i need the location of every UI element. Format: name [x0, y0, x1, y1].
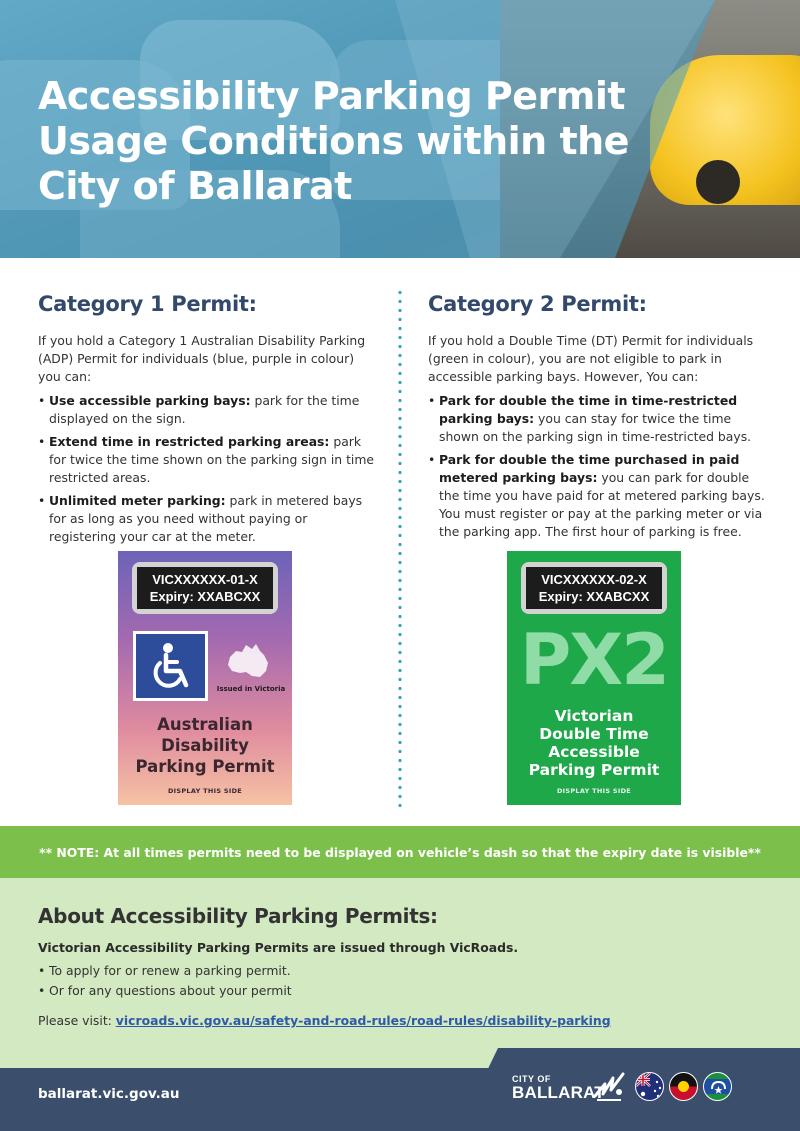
- category-1-list: [38, 392, 378, 546]
- category-1-intro: If you hold a Category 1 Australian Disability Parking (ADP) Permit for individuals (blue, purple in colour) you can:: [38, 333, 366, 384]
- permit-id-box: [521, 562, 667, 614]
- permit-id: VICXXXXXX-01-X: [152, 572, 258, 587]
- category-1-heading: Category 1 Permit:: [38, 292, 257, 316]
- wheelchair-icon: [133, 631, 208, 701]
- list-item: • To apply for or renew a parking permit.: [38, 961, 758, 981]
- category-2-section: [428, 292, 768, 546]
- page-title: Accessibility Parking Permit Usage Conditions within the City of Ballarat: [38, 74, 629, 208]
- list-item: • Unlimited meter parking: park in metered bays for as long as you need without paying or registering your car at the meter.: [38, 492, 378, 546]
- torres-strait-islander-flag-icon: [703, 1072, 732, 1101]
- logo-big-text: BALLARAT: [512, 1083, 605, 1102]
- px2-permit-card: [507, 551, 681, 805]
- px2-permit-title: Victorian Double Time Accessible Parking Permit: [528, 707, 660, 779]
- visit-label: Please visit:: [38, 1013, 116, 1028]
- note-text: ** NOTE: At all times permits need to be displayed on vehicle’s dash so that the expiry date is visible**: [39, 844, 761, 860]
- list-item: • Extend time in restricted parking areas: park for twice the time shown on the parking sign in time restricted areas.: [38, 433, 378, 487]
- permit-id: VICXXXXXX-02-X: [541, 572, 647, 587]
- aboriginal-flag-icon: [669, 1072, 698, 1101]
- adp-permit-title: Australian Disability Parking Permit: [135, 715, 275, 776]
- flags-group: [635, 1072, 732, 1101]
- permit-expiry: Expiry: XXABCXX: [149, 589, 261, 604]
- australian-flag-icon: [635, 1072, 664, 1101]
- website-url[interactable]: ballarat.vic.gov.au: [38, 1086, 180, 1102]
- category-2-intro: If you hold a Double Time (DT) Permit for individuals (green in colour), you are not eligible to park in accessible parking bays. However, You can:: [428, 333, 754, 384]
- list-item: • Or for any questions about your permit: [38, 981, 758, 1001]
- vicroads-link[interactable]: vicroads.vic.gov.au/safety-and-road-rules/road-rules/disability-parking: [115, 1013, 611, 1028]
- visit-line: [38, 1013, 758, 1028]
- car-wheel: [696, 160, 740, 204]
- australia-map-icon: [224, 641, 272, 681]
- hero-banner: [0, 0, 800, 258]
- ballarat-logo-mark-icon: [591, 1070, 627, 1104]
- footer-notch: [458, 1048, 800, 1131]
- list-item: • Park for double the time purchased in paid metered parking bays: you can park for double the time you have paid for at metered parking bays. You must register or pay at the parking meter or via the parking app. The first hour of parking is free.: [428, 451, 768, 541]
- about-heading: About Accessibility Parking Permits:: [38, 904, 438, 928]
- issued-label: Issued in Victoria: [216, 685, 286, 693]
- logo-small-text: CITY OF: [512, 1074, 551, 1084]
- about-list: [38, 961, 758, 1001]
- permit-id-box: [132, 562, 278, 614]
- adp-permit-card: [118, 551, 292, 805]
- category-1-section: [38, 292, 378, 551]
- category-2-list: [428, 392, 768, 541]
- permit-expiry: Expiry: XXABCXX: [538, 589, 650, 604]
- list-item: • Use accessible parking bays: park for the time displayed on the sign.: [38, 392, 378, 428]
- about-lead: Victorian Accessibility Parking Permits are issued through VicRoads.: [38, 940, 519, 955]
- about-section: [0, 878, 800, 1068]
- px2-label: PX2: [520, 619, 668, 701]
- dotted-divider: [398, 288, 402, 808]
- note-banner: [0, 826, 800, 878]
- display-this-side: DISPLAY THIS SIDE: [556, 787, 632, 795]
- category-2-heading: Category 2 Permit:: [428, 292, 647, 316]
- list-item: • Park for double the time in time-restricted parking bays: you can stay for twice the time shown on the parking sign in time-restricted bays.: [428, 392, 768, 446]
- display-this-side: DISPLAY THIS SIDE: [167, 787, 243, 795]
